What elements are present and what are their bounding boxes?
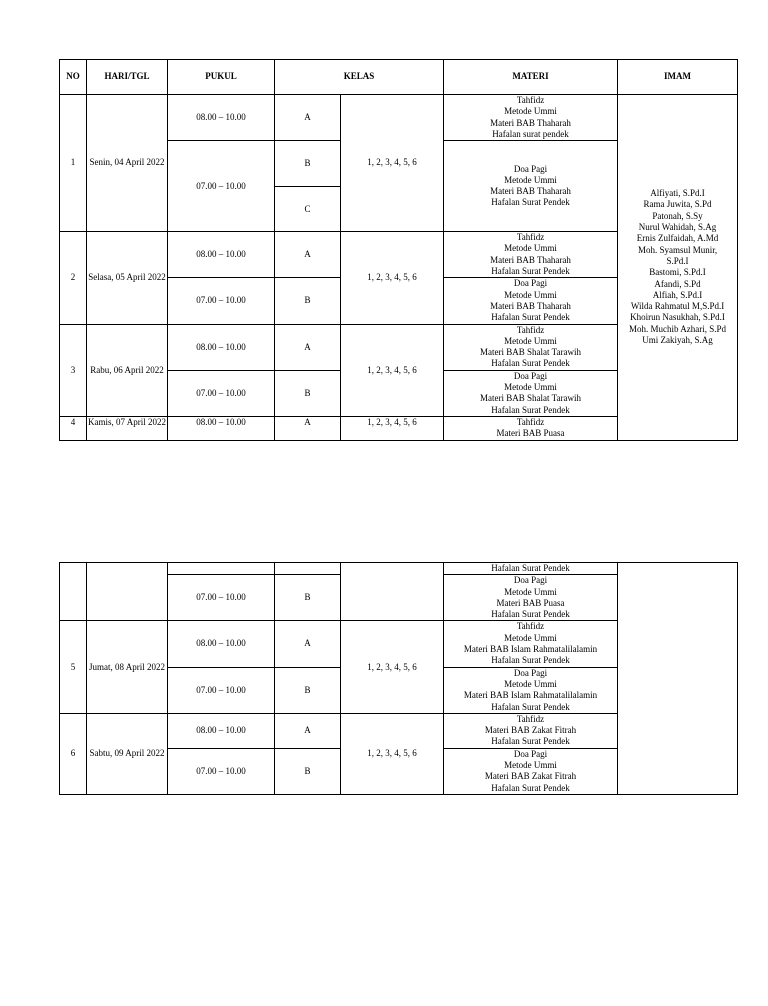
schedule-table-part-1	[59, 59, 738, 441]
session-class: B	[275, 370, 341, 416]
imam-list-cont	[618, 563, 738, 795]
session-materi: Tahfidz Materi BAB Puasa	[444, 416, 618, 440]
header-material: MATERI	[444, 60, 618, 95]
session-time: 07.00 – 10.00	[168, 141, 275, 232]
session-materi: Doa Pagi Metode Ummi Materi BAB Puasa Hafalan Surat Pendek	[444, 575, 618, 621]
session-class: A	[275, 713, 341, 748]
session-grades: 1, 2, 3, 4, 5, 6	[341, 95, 444, 232]
session-materi: Tahfidz Materi BAB Zakat Fitrah Hafalan Surat Pendek	[444, 713, 618, 748]
day-date-cont	[87, 563, 168, 621]
header-day: HARI/TGL	[87, 60, 168, 95]
session-grades: 1, 2, 3, 4, 5, 6	[341, 324, 444, 416]
schedule-table-part-2	[59, 562, 738, 795]
session-class: B	[275, 141, 341, 187]
day-number: 5	[60, 621, 87, 713]
day-date: Rabu, 06 April 2022	[87, 324, 168, 416]
header-class: KELAS	[275, 60, 444, 95]
day-number-cont	[60, 563, 87, 621]
session-grades: 1, 2, 3, 4, 5, 6	[341, 713, 444, 794]
session-materi: Doa Pagi Metode Ummi Materi BAB Zakat Fitrah Hafalan Surat Pendek	[444, 748, 618, 794]
session-grades: 1, 2, 3, 4, 5, 6	[341, 621, 444, 713]
session-materi: Tahfidz Metode Ummi Materi BAB Thaharah Hafalan surat pendek	[444, 95, 618, 141]
session-time: 07.00 – 10.00	[168, 575, 275, 621]
session-materi: Doa Pagi Metode Ummi Materi BAB Thaharah Hafalan Surat Pendek	[444, 278, 618, 324]
session-time: 07.00 – 10.00	[168, 278, 275, 324]
session-grades: 1, 2, 3, 4, 5, 6	[341, 232, 444, 324]
session-grades: 1, 2, 3, 4, 5, 6	[341, 416, 444, 440]
session-time: 08.00 – 10.00	[168, 324, 275, 370]
day-number: 2	[60, 232, 87, 324]
header-row	[60, 60, 738, 95]
day-number: 1	[60, 95, 87, 232]
session-class: A	[275, 416, 341, 440]
session-class-cont	[275, 563, 341, 575]
session-class: C	[275, 187, 341, 232]
session-time: 07.00 – 10.00	[168, 370, 275, 416]
session-materi: Doa Pagi Metode Ummi Materi BAB Islam Rahmatalilalamin Hafalan Surat Pendek	[444, 667, 618, 713]
session-class: B	[275, 667, 341, 713]
day-number: 3	[60, 324, 87, 416]
session-time: 08.00 – 10.00	[168, 621, 275, 667]
table-row	[60, 95, 738, 141]
session-materi: Doa Pagi Metode Ummi Materi BAB Thaharah Hafalan Surat Pendek	[444, 141, 618, 232]
day-number: 4	[60, 416, 87, 440]
session-time: 08.00 – 10.00	[168, 95, 275, 141]
session-materi: Tahfidz Metode Ummi Materi BAB Thaharah Hafalan Surat Pendek	[444, 232, 618, 278]
day-date: Jumat, 08 April 2022	[87, 621, 168, 713]
session-materi: Doa Pagi Metode Ummi Materi BAB Shalat Tarawih Hafalan Surat Pendek	[444, 370, 618, 416]
session-class: A	[275, 324, 341, 370]
session-class: B	[275, 748, 341, 794]
day-date: Kamis, 07 April 2022	[87, 416, 168, 440]
header-time: PUKUL	[168, 60, 275, 95]
session-time: 08.00 – 10.00	[168, 713, 275, 748]
session-time: 07.00 – 10.00	[168, 667, 275, 713]
session-time: 08.00 – 10.00	[168, 232, 275, 278]
session-class: B	[275, 575, 341, 621]
session-class: A	[275, 232, 341, 278]
table-row	[60, 563, 738, 575]
session-class: B	[275, 278, 341, 324]
session-class: A	[275, 95, 341, 141]
day-number: 6	[60, 713, 87, 794]
session-materi: Tahfidz Metode Ummi Materi BAB Shalat Tarawih Hafalan Surat Pendek	[444, 324, 618, 370]
day-date: Selasa, 05 April 2022	[87, 232, 168, 324]
session-materi: Hafalan Surat Pendek	[444, 563, 618, 575]
session-grades-cont	[341, 563, 444, 621]
imam-list: Alfiyati, S.Pd.I Rama Juwita, S.Pd Patonah, S.Sy Nurul Wahidah, S.Ag Ernis Zulfaidah, A.Md Moh. Syamsul Munir, S.Pd.I Bastomi, S.Pd.I Afandi, S.Pd Alfiah, S.Pd.I Wilda Rahmatul M,S.Pd.I Khoirun Nasukhah, S.Pd.I Moh. Muchib Azhari, S.Pd Umi Zakiyah, S.Ag	[618, 95, 738, 441]
session-time: 07.00 – 10.00	[168, 748, 275, 794]
session-class: A	[275, 621, 341, 667]
day-date: Sabtu, 09 April 2022	[87, 713, 168, 794]
header-no: NO	[60, 60, 87, 95]
session-time-cont	[168, 563, 275, 575]
header-imam: IMAM	[618, 60, 738, 95]
day-date: Senin, 04 April 2022	[87, 95, 168, 232]
session-time: 08.00 – 10.00	[168, 416, 275, 440]
session-materi: Tahfidz Metode Ummi Materi BAB Islam Rahmatalilalamin Hafalan Surat Pendek	[444, 621, 618, 667]
